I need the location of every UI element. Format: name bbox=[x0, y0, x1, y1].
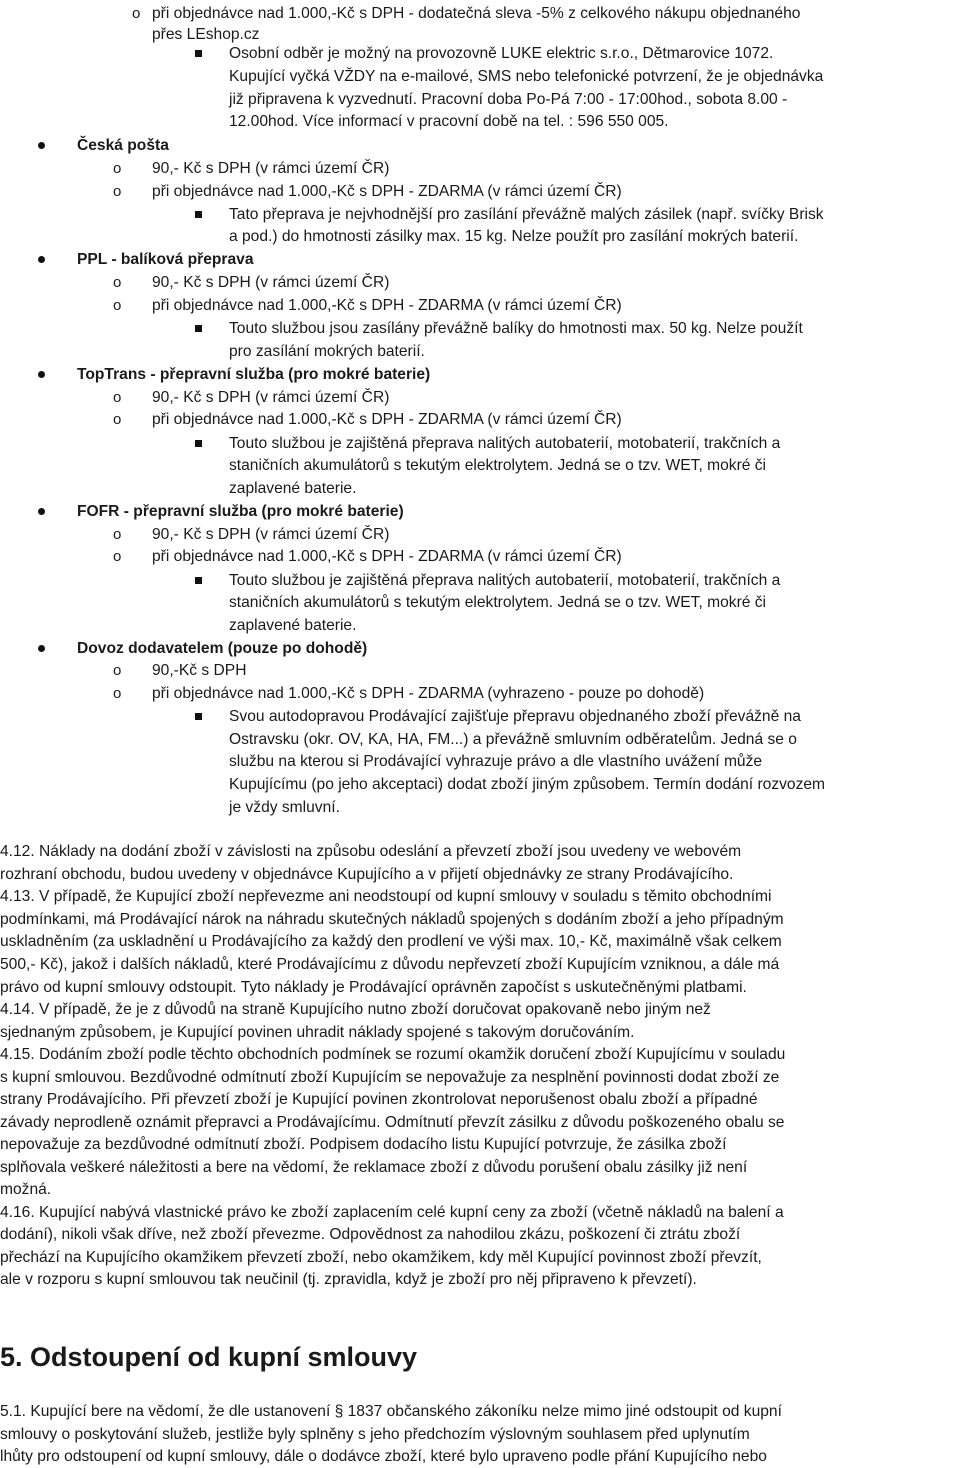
text-line: při objednávce nad 1.000,-Kč s DPH - ZDARMA (vyhrazeno - pouze po dohodě) bbox=[152, 685, 705, 702]
text-line: Osobní odběr je možný na provozovně LUKE elektric s.r.o., Dětmarovice 1072. bbox=[229, 45, 774, 62]
text-line: 500,- Kč), jakož i dalších nákladů, které Prodávajícímu z důvodu nepřevzetí zboží Kupujícím vzniknou, a dále má bbox=[0, 956, 780, 973]
text-line: 4.13. V případě, že Kupující zboží nepřevezme ani neodstoupí od kupní smlouvy v souladu s těmito obchodními bbox=[0, 888, 772, 905]
bullet-dot bbox=[38, 645, 45, 652]
circle-bullet: o bbox=[113, 389, 122, 406]
text-line: Touto službou je zajištěná přeprava nalitých autobaterií, motobaterií, trakčních a bbox=[229, 435, 781, 452]
text-line: Kupujícímu (po jeho akceptaci) dodat zboží jiným způsobem. Termín dodání rozvozem bbox=[229, 776, 826, 793]
square-bullet bbox=[195, 440, 202, 447]
text-line: strany Prodávajícího. Při převzetí zboží je Kupující povinen zkontrolovat neporušenost obalu zboží a případné bbox=[0, 1091, 758, 1108]
text-line: a pod.) do hmotnosti zásilky max. 15 kg. Nelze použít pro zasílání mokrých baterií. bbox=[229, 228, 799, 245]
text-line: možná. bbox=[0, 1181, 52, 1198]
text-line: 90,-Kč s DPH bbox=[152, 662, 247, 679]
text-line: 90,- Kč s DPH (v rámci území ČR) bbox=[152, 274, 390, 291]
text-line: Tato přeprava je nejvhodnější pro zasílání převážně malých zásilek (např. svíčky Brisk bbox=[229, 206, 824, 223]
text-line: smlouvy o poskytování služeb, jestliže byly splněny s jeho předchozím výslovným souhlasem před uplynutím bbox=[0, 1426, 750, 1443]
text-line: zaplavené baterie. bbox=[229, 617, 357, 634]
circle-bullet: o bbox=[113, 685, 122, 702]
text-line: službu na kterou si Prodávající vyhrazuje právo a dle vlastního uvážení může bbox=[229, 753, 763, 770]
text-line: již připravena k vyzvednutí. Pracovní doba Po-Pá 7:00 - 17:00hod., sobota 8.00 - bbox=[229, 91, 788, 108]
text-line: rozhraní obchodu, budou uvedeny v objednávce Kupujícího a v přijetí objednávky ze strany Prodávajícího. bbox=[0, 866, 734, 883]
text-line: sjednaným způsobem, je Kupující povinen uhradit náklady spojené s takovým doručováním. bbox=[0, 1024, 635, 1041]
text-line: staničních akumulátorů s tekutým elektrolytem. Jedná se o tzv. WET, mokré či bbox=[229, 457, 767, 474]
text-line: staničních akumulátorů s tekutým elektrolytem. Jedná se o tzv. WET, mokré či bbox=[229, 594, 767, 611]
text-line: Ostravsku (okr. OV, KA, HA, FM...) a převážně smluvním odběratelům. Jedná se o bbox=[229, 731, 797, 748]
square-bullet bbox=[195, 50, 202, 57]
circle-bullet: o bbox=[113, 160, 122, 177]
square-bullet bbox=[195, 577, 202, 584]
bullet-dot bbox=[38, 256, 45, 263]
circle-bullet: o bbox=[113, 411, 122, 428]
section-5-heading: 5. Odstoupení od kupní smlouvy bbox=[0, 1342, 418, 1372]
text-line: dodání), nikoli však dříve, než zboží převezme. Odpovědnost za nahodilou zkázu, poškození či ztrátu zboží bbox=[0, 1226, 741, 1243]
circle-bullet: o bbox=[132, 5, 141, 22]
text-line: přes LEshop.cz bbox=[152, 26, 260, 43]
square-bullet bbox=[195, 211, 202, 218]
text-line: při objednávce nad 1.000,-Kč s DPH - dodatečná sleva -5% z celkového nákupu objednaného bbox=[152, 5, 801, 22]
section-heading: Dovoz dodavatelem (pouze po dohodě) bbox=[77, 640, 368, 657]
text-line: zaplavené baterie. bbox=[229, 480, 357, 497]
text-line: přechází na Kupujícího okamžikem převzetí zboží, nebo okamžikem, kdy měl Kupující povinnost zboží převzít, bbox=[0, 1249, 762, 1266]
section-heading: FOFR - přepravní služba (pro mokré baterie) bbox=[77, 503, 404, 520]
text-line: závady neprodleně oznámit přepravci a Prodávajícímu. Odmítnutí převzít zásilku z důvodu poškozeného obalu se bbox=[0, 1114, 785, 1131]
text-line: Kupující vyčká VŽDY na e-mailové, SMS nebo telefonické potvrzení, že je objednávka bbox=[229, 68, 824, 85]
text-line: 90,- Kč s DPH (v rámci území ČR) bbox=[152, 526, 390, 543]
text-line: pro zasílání mokrých baterií. bbox=[229, 343, 425, 360]
text-line: 4.12. Náklady na dodání zboží v závislosti na způsobu odeslání a převzetí zboží jsou uvedeny ve webovém bbox=[0, 843, 742, 860]
text-line: Touto službou je zajištěná přeprava nalitých autobaterií, motobaterií, trakčních a bbox=[229, 572, 781, 589]
text-line: nepovažuje za bezdůvodné odmítnutí zboží. Podpisem dodacího listu Kupující potvrzuje, že zásilka zboží bbox=[0, 1136, 727, 1153]
text-line: 4.16. Kupující nabývá vlastnické právo ke zboží zaplacením celé kupní ceny za zboží (včetně nákladů na balení a bbox=[0, 1204, 784, 1221]
text-line: při objednávce nad 1.000,-Kč s DPH - ZDARMA (v rámci území ČR) bbox=[152, 183, 622, 200]
circle-bullet: o bbox=[113, 297, 122, 314]
text-line: ale v rozporu s kupní smlouvou tak neučinil (tj. zpravidla, když je zboží pro něj připraveno k převzetí). bbox=[0, 1271, 697, 1288]
text-line: 12.00hod. Více informací v pracovní době na tel. : 596 550 005. bbox=[229, 113, 669, 130]
circle-bullet: o bbox=[113, 526, 122, 543]
text-line: 90,- Kč s DPH (v rámci území ČR) bbox=[152, 160, 390, 177]
text-line: 4.15. Dodáním zboží podle těchto obchodních podmínek se rozumí okamžik doručení zboží Kupujícímu v souladu bbox=[0, 1046, 786, 1063]
text-line: splňovala veškeré náležitosti a bere na vědomí, že reklamace zboží z důvodu porušení obalu zásilky již není bbox=[0, 1159, 748, 1176]
section-heading: TopTrans - přepravní služba (pro mokré baterie) bbox=[77, 366, 431, 383]
text-line: uskladněním (za uskladnění u Prodávajícího za každý den prodlení ve výši max. 10,- Kč, maximálně však celkem bbox=[0, 933, 782, 950]
bullet-dot bbox=[38, 371, 45, 378]
section-heading: PPL - balíková přeprava bbox=[77, 251, 254, 268]
text-line: při objednávce nad 1.000,-Kč s DPH - ZDARMA (v rámci území ČR) bbox=[152, 548, 622, 565]
circle-bullet: o bbox=[113, 662, 122, 679]
bullet-dot bbox=[38, 508, 45, 515]
text-line: právo od kupní smlouvy odstoupit. Tyto náklady je Prodávající oprávněn započíst s uskutečněnými platbami. bbox=[0, 979, 747, 996]
text-line: Touto službou jsou zasílány převážně balíky do hmotnosti max. 50 kg. Nelze použít bbox=[229, 320, 803, 337]
text-line: je vždy smluvní. bbox=[229, 799, 340, 816]
circle-bullet: o bbox=[113, 274, 122, 291]
bullet-dot bbox=[38, 142, 45, 149]
text-line: 5.1. Kupující bere na vědomí, že dle ustanovení § 1837 občanského zákoníku nelze mimo jiné odstoupit od kupní bbox=[0, 1403, 782, 1420]
text-line: podmínkami, má Prodávající nárok na náhradu skutečných nákladů spojených s dodáním zboží a jeho případným bbox=[0, 911, 784, 928]
text-line: lhůty pro odstoupení od kupní smlouvy, dále o dodávce zboží, které bylo upraveno podle přání Kupujícího nebo bbox=[0, 1448, 767, 1465]
text-line: 4.14. V případě, že je z důvodů na straně Kupujícího nutno zboží doručovat opakovaně nebo jiným než bbox=[0, 1001, 711, 1018]
text-line: Svou autodopravou Prodávající zajišťuje přepravu objednaného zboží převážně na bbox=[229, 708, 801, 725]
circle-bullet: o bbox=[113, 183, 122, 200]
text-line: při objednávce nad 1.000,-Kč s DPH - ZDARMA (v rámci území ČR) bbox=[152, 411, 622, 428]
square-bullet bbox=[195, 325, 202, 332]
text-line: s kupní smlouvou. Bezdůvodné odmítnutí zboží Kupujícím se nepovažuje za nesplnění povinnosti dodat zboží ze bbox=[0, 1069, 780, 1086]
circle-bullet: o bbox=[113, 548, 122, 565]
square-bullet bbox=[195, 713, 202, 720]
text-line: 90,- Kč s DPH (v rámci území ČR) bbox=[152, 389, 390, 406]
text-line: při objednávce nad 1.000,-Kč s DPH - ZDARMA (v rámci území ČR) bbox=[152, 297, 622, 314]
section-heading: Česká pošta bbox=[77, 137, 169, 154]
